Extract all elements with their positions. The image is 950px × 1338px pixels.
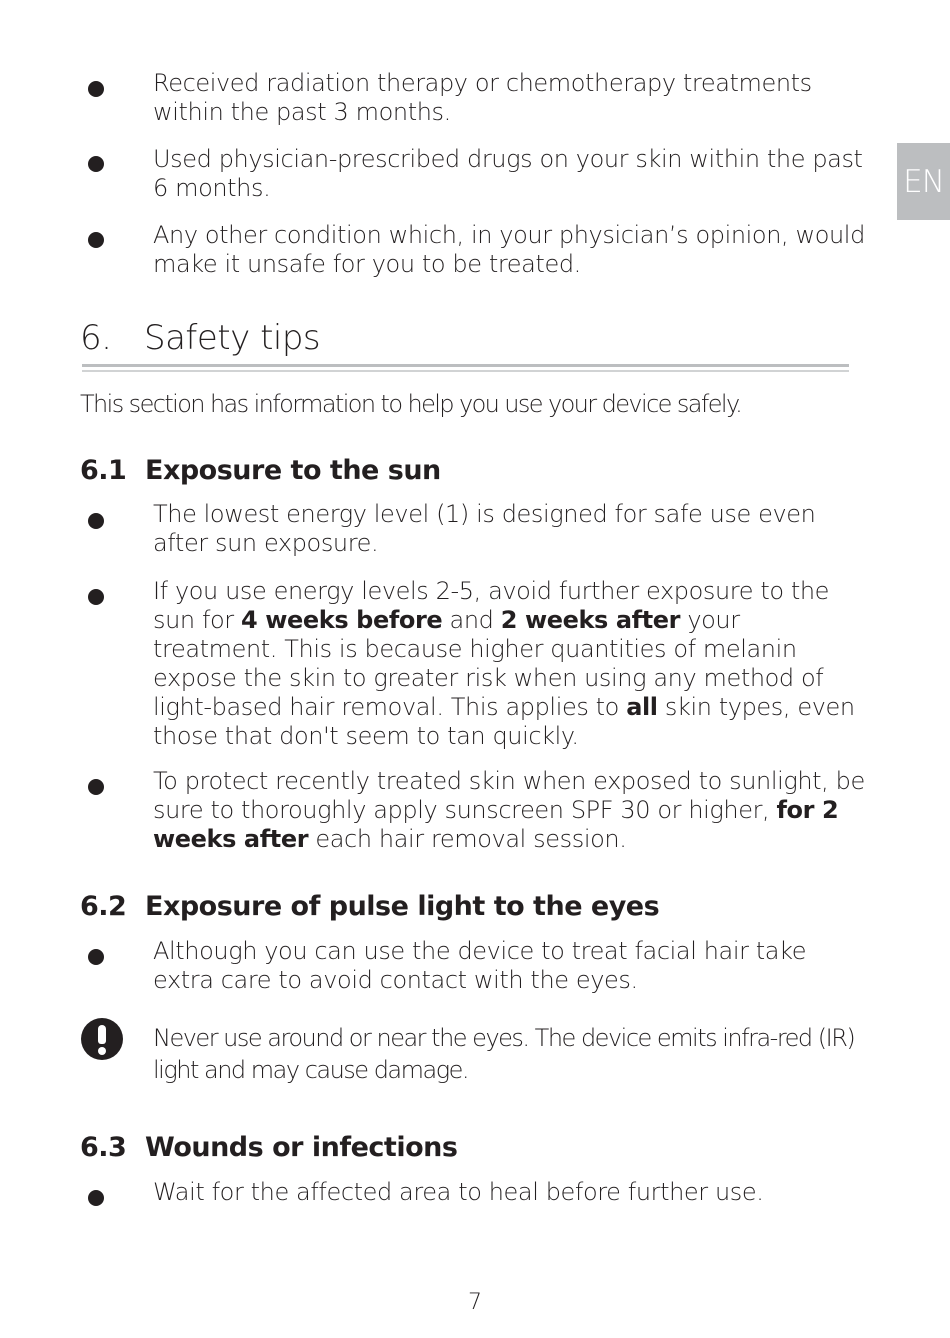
- list-item: Any other condition which, in your physician’s opinion, would make it unsafe for you to be treated.: [153, 221, 865, 278]
- text-run: each hair removal session.: [308, 825, 627, 853]
- list-item: Received radiation therapy or chemotherapy treatments within the past 3 months.: [153, 69, 812, 126]
- section-divider: [82, 364, 849, 367]
- bullet-icon: [88, 1190, 104, 1206]
- list-item: [153, 767, 868, 854]
- list-item: Wait for the affected area to heal before further use.: [153, 1178, 764, 1206]
- subsection-number: 6.1: [80, 455, 127, 486]
- language-tab: EN: [897, 143, 950, 220]
- list-item: [153, 577, 868, 751]
- subsection-title-6-1: [80, 455, 441, 486]
- subsection-title-6-3: [80, 1132, 457, 1163]
- subsection-number: 6.2: [80, 891, 127, 922]
- list-item: Although you can use the device to treat facial hair take extra care to avoid contact with the eyes.: [153, 937, 807, 994]
- section-title-text: Safety tips: [144, 318, 321, 358]
- text-run: and: [442, 606, 501, 634]
- list-item: The lowest energy level (1) is designed for safe use even after sun exposure.: [153, 500, 816, 557]
- section-number: 6.: [80, 318, 112, 358]
- bullet-icon: [88, 81, 104, 97]
- section-intro: This section has information to help you use your device safely.: [80, 390, 742, 418]
- bullet-icon: [88, 779, 104, 795]
- subsection-number: 6.3: [80, 1132, 127, 1163]
- bullet-icon: [88, 156, 104, 172]
- text-run: If you use energy levels 2-5, avoid further exposure to the sun for: [153, 577, 830, 634]
- subsection-title-text: Exposure to the sun: [145, 455, 441, 486]
- warning-icon: [81, 1018, 123, 1060]
- page-number: 7: [468, 1290, 482, 1315]
- bullet-icon: [88, 232, 104, 248]
- bullet-icon: [88, 589, 104, 605]
- text-run: To protect recently treated skin when exposed to sunlight, be sure to thoroughly apply sunscreen SPF 30 or higher,: [153, 767, 865, 824]
- text-run: skin types, even those that don't seem to tan quickly.: [153, 693, 855, 750]
- subsection-title-text: Exposure of pulse light to the eyes: [145, 891, 660, 922]
- bold-text: 4 weeks before: [240, 606, 443, 634]
- bold-text: 2 weeks after: [500, 606, 681, 634]
- subsection-title-text: Wounds or infections: [145, 1132, 458, 1163]
- warning-note: Never use around or near the eyes. The device emits infra-red (IR) light and may cause damage.: [153, 1024, 855, 1084]
- section-divider-thin: [82, 370, 849, 372]
- subsection-title-6-2: [80, 891, 659, 922]
- list-item: Used physician-prescribed drugs on your skin within the past 6 months.: [153, 145, 863, 202]
- bullet-icon: [88, 513, 104, 529]
- bold-text: all: [626, 693, 658, 721]
- text-run: your treatment. This is because higher quantities of melanin expose the skin to greater risk when using any method of light-based hair removal. This applies to: [153, 606, 824, 721]
- bold-text: for 2 weeks after: [153, 796, 839, 853]
- bullet-icon: [88, 949, 104, 965]
- section-title: [80, 318, 320, 358]
